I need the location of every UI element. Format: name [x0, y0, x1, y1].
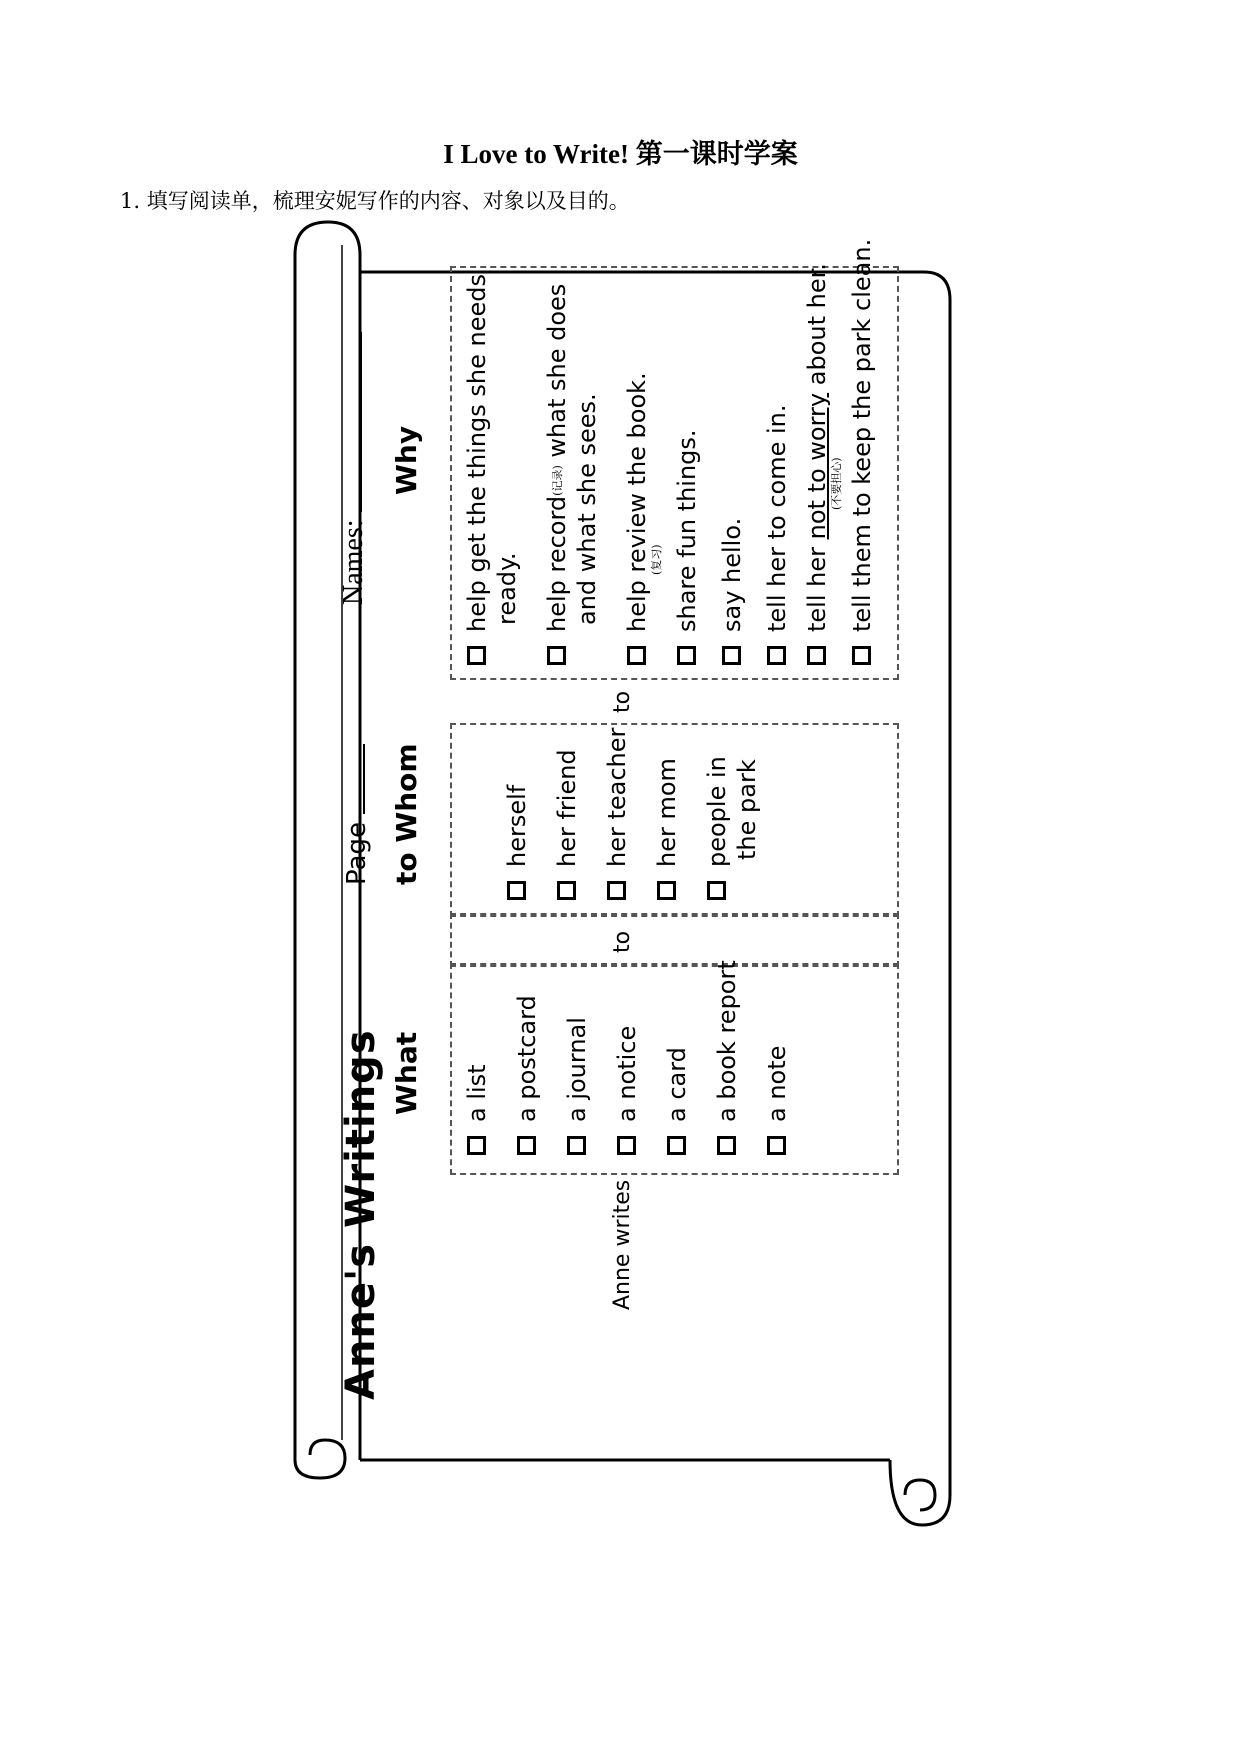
- connector-box: [450, 913, 899, 967]
- checkbox[interactable]: [667, 1136, 686, 1155]
- why-item-underlined: not to worry: [803, 392, 831, 540]
- whom-item-park-line2: the park: [733, 759, 761, 860]
- checkbox[interactable]: [677, 646, 696, 665]
- names-blank[interactable]: [360, 332, 362, 512]
- what-item-list[interactable]: [460, 1064, 494, 1155]
- subject-label: Anne writes: [610, 1179, 635, 1310]
- connector-to-2: to: [610, 690, 635, 713]
- whom-item-label: her teacher: [603, 727, 631, 867]
- what-item-label: a notice: [613, 1025, 641, 1122]
- checkbox[interactable]: [567, 1136, 586, 1155]
- why-item-1-line2: ready.: [493, 552, 521, 625]
- what-item-book-report[interactable]: [710, 960, 744, 1155]
- why-item-label: help record: [543, 495, 571, 632]
- what-item-label: a book report: [713, 960, 741, 1122]
- whom-item-label: her friend: [553, 749, 581, 867]
- why-item-label: say hello.: [718, 517, 746, 632]
- what-item-label: a postcard: [513, 995, 541, 1122]
- checkbox[interactable]: [807, 646, 826, 665]
- checkbox[interactable]: [722, 646, 741, 665]
- checkbox[interactable]: [507, 881, 526, 900]
- checkbox[interactable]: [467, 1136, 486, 1155]
- whom-item-teacher[interactable]: [600, 728, 634, 900]
- whom-item-label: herself: [503, 784, 531, 867]
- page-label-text: Page: [342, 822, 372, 885]
- what-item-label: a note: [763, 1045, 791, 1122]
- checkbox[interactable]: [557, 881, 576, 900]
- checkbox[interactable]: [547, 646, 566, 665]
- anne-writings-sheet: [330, 238, 930, 1465]
- whom-item-label: people in: [703, 756, 731, 867]
- checkbox[interactable]: [607, 881, 626, 900]
- checkbox[interactable]: [717, 1136, 736, 1155]
- column-what: What: [390, 1031, 423, 1115]
- whom-item-herself[interactable]: [500, 785, 534, 900]
- why-item-label: tell her to come in.: [763, 404, 791, 632]
- what-item-note[interactable]: [760, 1046, 794, 1155]
- checkbox[interactable]: [617, 1136, 636, 1155]
- checkbox[interactable]: [657, 881, 676, 900]
- connector-to-1: to: [610, 930, 635, 953]
- what-item-journal[interactable]: [560, 1017, 594, 1155]
- why-item-label-cont: the book.: [623, 372, 651, 486]
- why-item-6[interactable]: [760, 405, 794, 666]
- what-item-notice[interactable]: [610, 1026, 644, 1155]
- why-item-label: tell them to keep the park clean.: [848, 238, 876, 632]
- why-item-label: help: [623, 580, 651, 632]
- names-label-text: Names:: [338, 519, 369, 605]
- page-blank[interactable]: [363, 744, 365, 814]
- checkbox[interactable]: [767, 646, 786, 665]
- checkbox[interactable]: [627, 646, 646, 665]
- checkbox[interactable]: [767, 1136, 786, 1155]
- whom-item-label: her mom: [653, 758, 681, 867]
- why-item-note: (记录): [551, 465, 564, 496]
- column-to-whom: to Whom: [390, 743, 423, 885]
- why-item-keyword: review: [623, 493, 651, 573]
- page-label: [342, 744, 372, 885]
- column-why: Why: [390, 425, 423, 495]
- what-item-label: a journal: [563, 1017, 591, 1122]
- why-item-8[interactable]: [845, 239, 879, 665]
- sheet-heading: Anne's Writings: [338, 1029, 384, 1400]
- instruction-text: 1. 填写阅读单，梳理安妮写作的内容、对象以及目的。: [120, 189, 630, 213]
- page-title: I Love to Write! 第一课时学案: [443, 139, 798, 169]
- checkbox[interactable]: [517, 1136, 536, 1155]
- why-item-5[interactable]: [715, 518, 749, 665]
- what-item-label: a list: [463, 1064, 491, 1122]
- checkbox[interactable]: [707, 881, 726, 900]
- whom-item-friend[interactable]: [550, 749, 584, 900]
- why-item-2-line2: and what she sees.: [573, 393, 601, 625]
- why-item-1[interactable]: [460, 274, 494, 665]
- whom-item-park[interactable]: [700, 756, 734, 900]
- what-item-label: a card: [663, 1047, 691, 1122]
- why-item-label-cont: about her.: [803, 263, 831, 386]
- why-item-3-note: (复习): [650, 544, 663, 575]
- checkbox[interactable]: [467, 646, 486, 665]
- names-label: [338, 332, 370, 605]
- why-item-label: help get the things she needs: [463, 273, 491, 632]
- why-item-label: tell her: [803, 547, 831, 632]
- whom-item-mom[interactable]: [650, 758, 684, 900]
- why-item-label: share fun things.: [673, 429, 701, 632]
- why-item-7-note: (不要担心): [830, 457, 843, 510]
- why-item-label-cont: what she does: [543, 283, 571, 458]
- what-item-card[interactable]: [660, 1047, 694, 1155]
- what-item-postcard[interactable]: [510, 995, 544, 1155]
- why-item-3[interactable]: [620, 372, 654, 665]
- why-item-4[interactable]: [670, 429, 704, 665]
- checkbox[interactable]: [852, 646, 871, 665]
